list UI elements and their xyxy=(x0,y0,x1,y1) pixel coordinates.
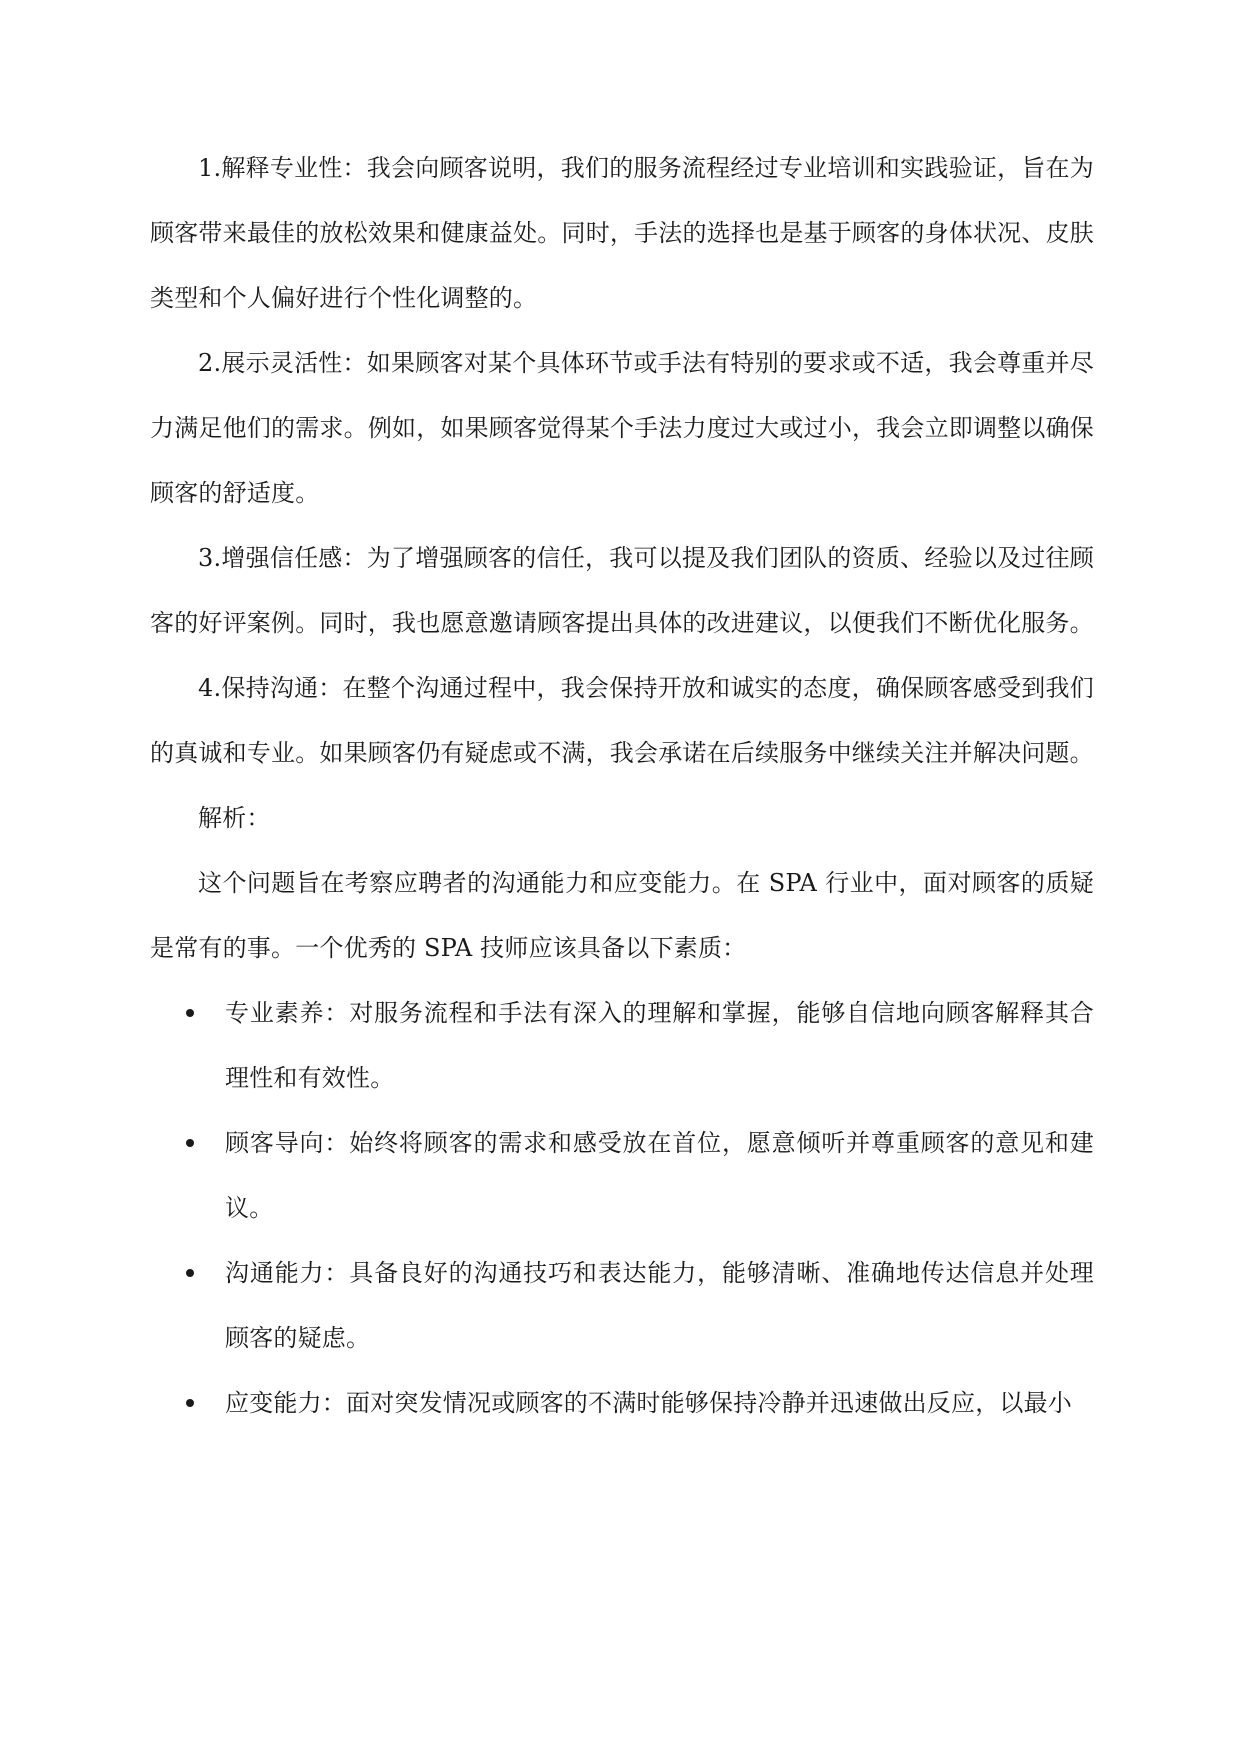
list-item xyxy=(150,1111,1094,1241)
paragraph-explain-professionalism: 1.解释专业性：我会向顾客说明，我们的服务流程经过专业培训和实践验证，旨在为顾客带来最佳的放松效果和健康益处。同时，手法的选择也是基于顾客的身体状况、皮肤类型和个人偏好进行个性化调整的。 xyxy=(150,154,1094,312)
analysis-heading: 解析： xyxy=(198,804,271,832)
bullet-icon xyxy=(186,1009,194,1017)
bullet-icon xyxy=(186,1269,194,1277)
bullet-icon xyxy=(186,1399,194,1407)
list-item-text: 应变能力：面对突发情况或顾客的不满时能够保持冷静并迅速做出反应，以最小 xyxy=(225,1389,1072,1417)
bullet-icon xyxy=(186,1139,194,1147)
list-item-text: 沟通能力：具备良好的沟通技巧和表达能力，能够清晰、准确地传达信息并处理顾客的疑虑。 xyxy=(225,1259,1094,1352)
paragraph-show-flexibility: 2.展示灵活性：如果顾客对某个具体环节或手法有特别的要求或不适，我会尊重并尽力满足他们的需求。例如，如果顾客觉得某个手法力度过大或过小，我会立即调整以确保顾客的舒适度。 xyxy=(150,349,1094,507)
qualities-list xyxy=(150,981,1094,1436)
paragraph-keep-communication: 4.保持沟通：在整个沟通过程中，我会保持开放和诚实的态度，确保顾客感受到我们的真诚和专业。如果顾客仍有疑虑或不满，我会承诺在后续服务中继续关注并解决问题。 xyxy=(150,674,1094,767)
list-item xyxy=(150,1241,1094,1371)
list-item-text: 专业素养：对服务流程和手法有深入的理解和掌握，能够自信地向顾客解释其合理性和有效性。 xyxy=(225,999,1094,1092)
list-item-text: 顾客导向：始终将顾客的需求和感受放在首位，愿意倾听并尊重顾客的意见和建议。 xyxy=(225,1129,1094,1222)
list-item xyxy=(150,1371,1094,1436)
analysis-intro: 这个问题旨在考察应聘者的沟通能力和应变能力。在 SPA 行业中，面对顾客的质疑是常有的事。一个优秀的 SPA 技师应该具备以下素质： xyxy=(150,869,1094,962)
document-body xyxy=(150,136,1094,1436)
list-item xyxy=(150,981,1094,1111)
paragraph-build-trust: 3.增强信任感：为了增强顾客的信任，我可以提及我们团队的资质、经验以及过往顾客的好评案例。同时，我也愿意邀请顾客提出具体的改进建议，以便我们不断优化服务。 xyxy=(150,544,1094,637)
